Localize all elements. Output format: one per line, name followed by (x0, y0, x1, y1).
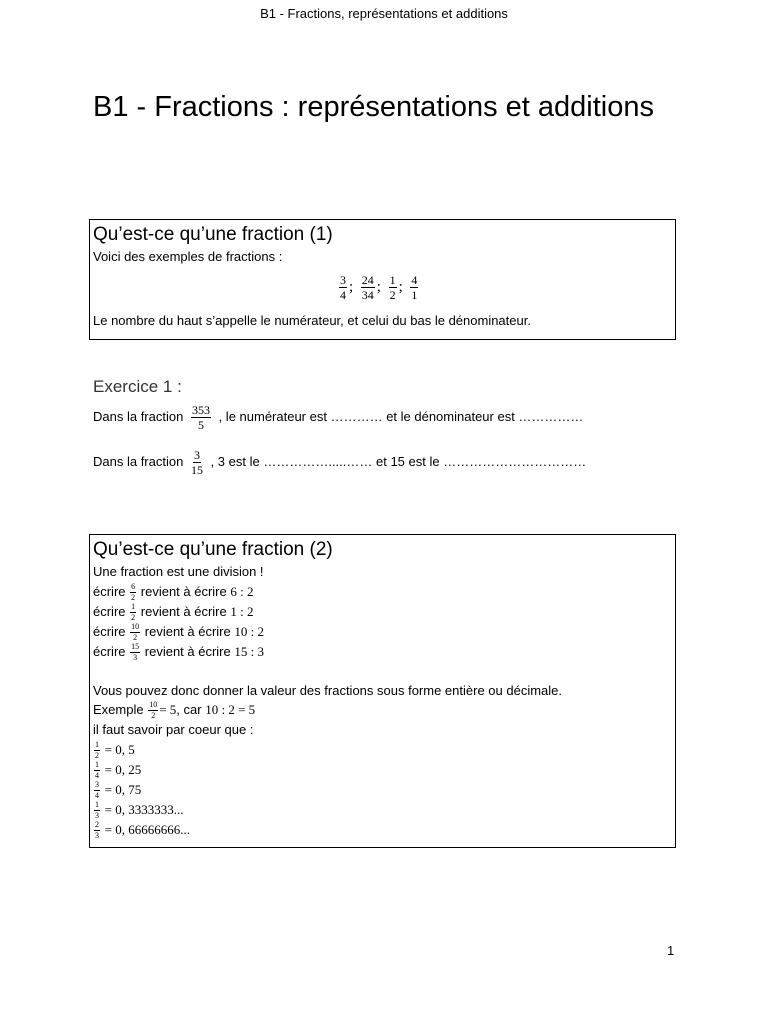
value-row: $\frac{3}{4}$ = 0, 75 (95, 780, 142, 800)
fraction: $\frac{3}{4}$ (95, 780, 99, 800)
division-row: écrire $\frac{1}{2}$ revient à écrire 1 : 2 (93, 601, 254, 622)
example-row: Exemple $\frac{10}{2}$ = 5, car 10 : 2 = 5 (93, 700, 256, 721)
fraction-examples (338, 274, 419, 301)
page-title: B1 - Fractions : représentations et additions (93, 91, 654, 123)
value-row: $\frac{1}{4}$ = 0, 25 (95, 759, 142, 780)
fraction: $\frac{3}{4}$ (340, 273, 346, 302)
fraction: $\frac{6}{2}$ (131, 581, 136, 602)
separator: ; (376, 279, 381, 295)
memorize-text: il faut savoir par coeur que : (93, 722, 254, 738)
conclusion-text: Vous pouvez donc donner la valeur des fractions sous forme entière ou décimale. (93, 682, 562, 698)
fraction: $\frac{3}{15}$ (190, 448, 203, 477)
fraction: $\frac{24}{34}$ (361, 273, 374, 302)
separator: ; (349, 279, 354, 295)
fraction: $\frac{10}{2}$ (131, 621, 140, 642)
exercise-line: Dans la fraction $\frac{353}{5}$ , le numérateur est ………… et le dénominateur est …………… (93, 403, 584, 432)
separator: ; (398, 279, 403, 295)
fraction: $\frac{1}{2}$ (131, 601, 136, 622)
fraction: $\frac{353}{5}$ (191, 403, 210, 432)
fraction: $\frac{10}{2}$ (149, 700, 158, 721)
fraction: $\frac{4}{1}$ (411, 273, 418, 302)
fraction: $\frac{1}{2}$ (389, 273, 396, 302)
fraction: $\frac{15}{3}$ (131, 641, 140, 662)
box-title: Qu’est-ce qu’une fraction (1) (93, 224, 333, 245)
intro-text: Voici des exemples de fractions : (93, 249, 283, 264)
fraction: $\frac{2}{3}$ (95, 820, 99, 841)
definition-box-2 (89, 534, 676, 848)
explanation-text: Le nombre du haut s’appelle le numérateur, et celui du bas le dénominateur. (93, 312, 531, 328)
value-row: $\frac{1}{3}$ = 0, 3333333... (95, 800, 184, 821)
running-header: B1 - Fractions, représentations et additions (260, 6, 508, 21)
exercise-line: Dans la fraction $\frac{3}{15}$ , 3 est le …………….....…… et 15 est le …………………………… (93, 448, 587, 477)
fraction: $\frac{1}{2}$ (95, 739, 99, 760)
value-row: $\frac{1}{2}$ = 0, 5 (95, 739, 135, 760)
division-row: écrire $\frac{10}{2}$ revient à écrire 10 : 2 (93, 621, 264, 642)
page-number: 1 (667, 943, 675, 958)
intro-text: Une fraction est une division ! (93, 564, 264, 579)
box-title: Qu’est-ce qu’une fraction (2) (93, 539, 333, 560)
division-row: écrire $\frac{15}{3}$ revient à écrire 15 : 3 (93, 641, 264, 662)
fraction: $\frac{1}{3}$ (95, 800, 99, 821)
division-row: écrire $\frac{6}{2}$ revient à écrire 6 : 2 (93, 581, 254, 602)
exercise-title: Exercice 1 : (93, 377, 182, 396)
fraction: $\frac{1}{4}$ (95, 759, 99, 780)
value-row: $\frac{2}{3}$ = 0, 66666666... (95, 820, 190, 841)
